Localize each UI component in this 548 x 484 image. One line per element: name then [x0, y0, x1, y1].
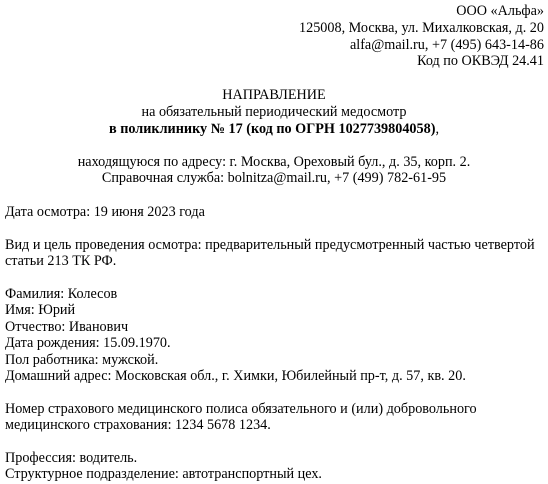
- document-subtitle: на обязательный периодический медосмотр: [141, 104, 407, 120]
- okved-code: Код по ОКВЭД 24.41: [417, 53, 544, 69]
- company-address: 125008, Москва, ул. Михалковская, д. 20: [299, 20, 544, 36]
- insurance-policy-line-1: Номер страхового медицинского полиса обязательного и (или) добровольного: [5, 401, 477, 417]
- exam-purpose-line-1: Вид и цель проведения осмотра: предварительный предусмотренный частью четвертой: [5, 237, 535, 253]
- exam-date: Дата осмотра: 19 июня 2023 года: [5, 204, 205, 220]
- company-contacts: alfa@mail.ru, +7 (495) 643-14-86: [349, 37, 544, 53]
- clinic-name: в поликлинику № 17 (код по ОГРН 1027739804058): [109, 121, 436, 137]
- clinic-address: находящуюся по адресу: г. Москва, Ореховый бул., д. 35, корп. 2.: [77, 154, 471, 170]
- clinic-suffix: ,: [435, 121, 439, 137]
- exam-purpose-line-2: статьи 213 ТК РФ.: [5, 253, 117, 269]
- clinic-line: [0, 121, 548, 138]
- gender: Пол работника: мужской.: [5, 352, 159, 368]
- profession: Профессия: водитель.: [5, 450, 138, 466]
- birth-date: Дата рождения: 15.09.1970.: [5, 335, 171, 351]
- clinic-contacts: Справочная служба: bolnitza@mail.ru, +7 (499) 782-61-95: [101, 170, 447, 186]
- surname: Фамилия: Колесов: [5, 286, 118, 302]
- document-title: НАПРАВЛЕНИЕ: [222, 87, 326, 103]
- home-address: Домашний адрес: Московская обл., г. Химки, Юбилейный пр-т, д. 57, кв. 20.: [5, 368, 466, 384]
- patronymic: Отчество: Иванович: [5, 319, 129, 335]
- department: Структурное подразделение: автотранспортный цех.: [5, 466, 322, 482]
- company-name: ООО «Альфа»: [456, 3, 544, 19]
- insurance-policy-line-2: медицинского страхования: 1234 5678 1234.: [5, 417, 271, 433]
- first-name: Имя: Юрий: [5, 302, 76, 318]
